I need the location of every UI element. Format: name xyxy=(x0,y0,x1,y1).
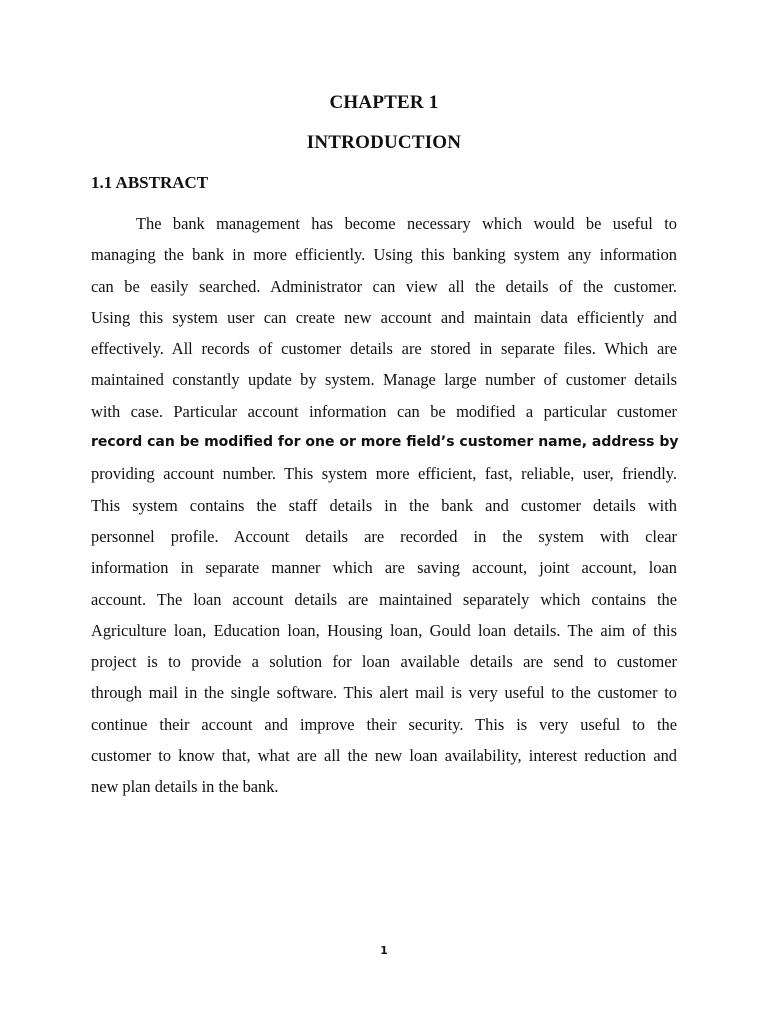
chapter-title: INTRODUCTION xyxy=(306,132,462,153)
abstract-paragraph xyxy=(91,208,677,803)
abstract-line: can be easily searched. Administrator can view all the details of the customer. xyxy=(91,276,677,296)
chapter-label: CHAPTER 1 xyxy=(329,92,439,113)
abstract-line: project is to provide a solution for loan available details are send to customer xyxy=(91,652,677,672)
abstract-line: personnel profile. Account details are recorded in the system with clear xyxy=(91,526,677,546)
abstract-line: This system contains the staff details in the bank and customer details with xyxy=(91,495,677,515)
page-number: 1 xyxy=(380,944,388,957)
abstract-line: through mail in the single software. This alert mail is very useful to the customer to xyxy=(91,683,677,703)
abstract-line: account. The loan account details are maintained separately which contains the xyxy=(91,589,677,609)
abstract-line: Agriculture loan, Education loan, Housing loan, Gould loan details. The aim of this xyxy=(91,620,677,640)
section-heading: 1.1 ABSTRACT xyxy=(91,173,209,192)
abstract-line: customer to know that, what are all the new loan availability, interest reduction and xyxy=(91,746,677,766)
abstract-line: effectively. All records of customer details are stored in separate files. Which are xyxy=(91,339,677,359)
abstract-line: The bank management has become necessary which would be useful to xyxy=(136,214,677,233)
abstract-line: new plan details in the bank. xyxy=(91,777,279,797)
abstract-line: with case. Particular account information can be modified a particular customer xyxy=(91,401,677,421)
abstract-line: maintained constantly update by system. Manage large number of customer details xyxy=(91,370,677,390)
abstract-line: record can be modified for one or more field’s customer name, address by xyxy=(91,434,679,451)
abstract-line: continue their account and improve their security. This is very useful to the xyxy=(91,714,677,734)
abstract-line: Using this system user can create new account and maintain data efficiently and xyxy=(91,307,677,327)
abstract-line: information in separate manner which are saving account, joint account, loan xyxy=(91,558,677,578)
abstract-line: providing account number. This system more efficient, fast, reliable, user, friendly. xyxy=(91,464,677,484)
abstract-line: managing the bank in more efficiently. Using this banking system any information xyxy=(91,245,677,265)
